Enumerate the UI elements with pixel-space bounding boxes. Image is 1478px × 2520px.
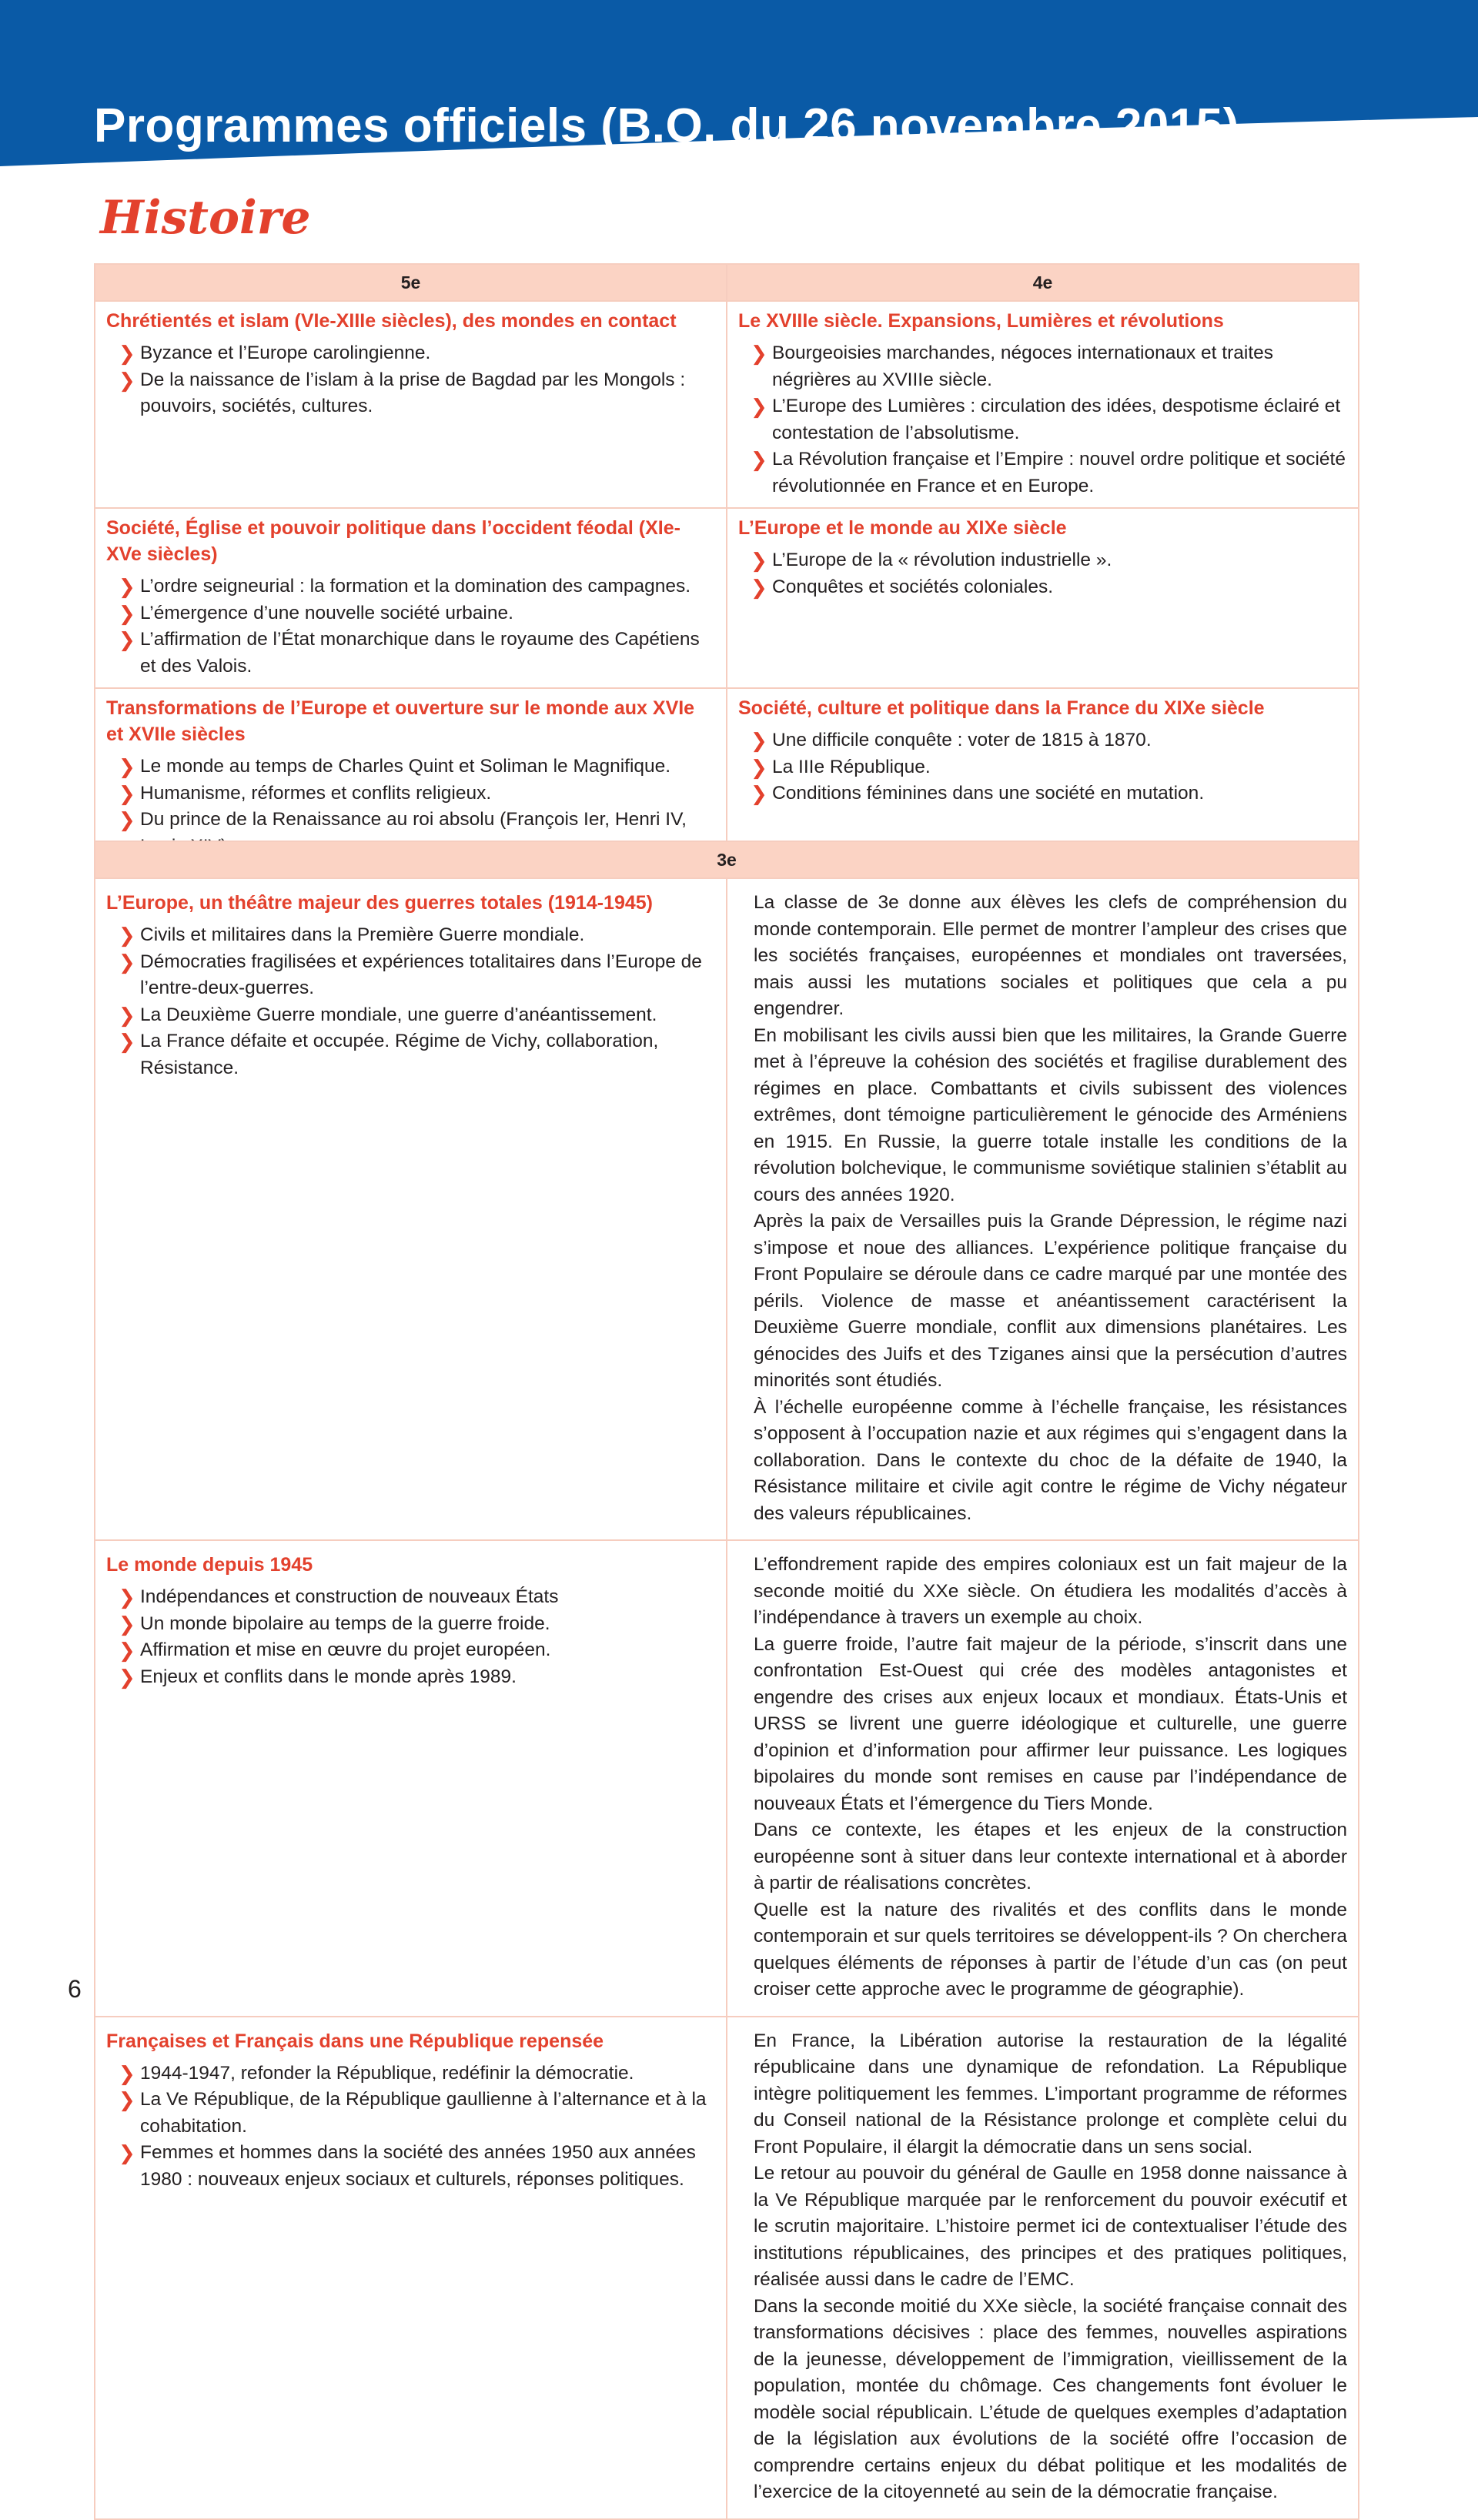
chevron-right-icon: ❯ [119, 1639, 135, 1662]
table-row [95, 1540, 1359, 2017]
list-item [738, 754, 1347, 781]
list-item-text: L’affirmation de l’État monarchique dans le royaume des Capétiens et des Valois. [140, 629, 700, 677]
chevron-right-icon: ❯ [119, 924, 135, 947]
item-list [106, 573, 715, 680]
table-row [95, 878, 1359, 1540]
list-item-text: La Révolution française et l’Empire : nouvel ordre politique et société révolutionnée en France et en Europe. [772, 449, 1346, 496]
column-header-5e-label: 5e [400, 272, 421, 292]
list-item [106, 627, 715, 680]
list-item-text: L’Europe des Lumières : circulation des idées, despotisme éclairé et contestation de l’absolutisme. [772, 396, 1341, 443]
list-item [106, 780, 715, 807]
paragraph: L’effondrement rapide des empires coloniaux est un fait majeur de la seconde moitié du XXe siècle. On étudiera les modalités d’accès à l’indépendance à travers un exemple au choix. [754, 1554, 1347, 1628]
theme-title: Le monde depuis 1945 [106, 1554, 313, 1576]
item-list [106, 340, 715, 420]
description-cell [727, 1540, 1359, 2017]
theme-cell [95, 508, 727, 688]
item-list [738, 340, 1347, 500]
list-item [106, 1637, 717, 1664]
list-item [106, 2060, 717, 2087]
paragraph: La classe de 3e donne aux élèves les clefs de compréhension du monde contemporain. Elle permet de montrer l’ampleur des crises que les sociétés françaises, européennes et mondiales ont traversées, mais aussi les mutations sociales et politiques que cela a pu engendrer. [754, 892, 1347, 1019]
paragraph: En France, la Libération autorise la restauration de la légalité républicaine dans une dynamique de refondation. La République intègre politiquement les femmes. L’important programme de réformes du Conseil national de la Résistance prolonge et complète celui du Front Populaire, il élargit la démocratie dans un sens social. [754, 2030, 1347, 2157]
paragraph: La guerre froide, l’autre fait majeur de la période, s’inscrit dans une confrontation Est-Ouest qui crée des modèles antagonistes et engendre des crises aux enjeux locaux et mondiaux. États-Unis et URSS se livrent une guerre idéologique et culturelle, une guerre d’opinion et d’information pour affirmer leur puissance. Les logiques bipolaires du monde sont remises en cause par l’indépendance de nouveaux États et l’émergence du Tiers Monde. [754, 1633, 1347, 1814]
chevron-right-icon: ❯ [751, 549, 767, 572]
chevron-right-icon: ❯ [119, 755, 135, 778]
list-item-text: Le monde au temps de Charles Quint et Soliman le Magnifique. [140, 756, 671, 777]
chevron-right-icon: ❯ [119, 950, 135, 974]
list-item [738, 574, 1347, 601]
chevron-right-icon: ❯ [119, 808, 135, 831]
chevron-right-icon: ❯ [119, 368, 135, 392]
list-item-text: De la naissance de l’islam à la prise de Bagdad par les Mongols : pouvoirs, sociétés, cultures. [140, 369, 686, 416]
item-list [738, 547, 1347, 600]
theme-cell [95, 1540, 727, 2017]
column-header-4e-label: 4e [1032, 272, 1053, 292]
list-item-text: L’ordre seigneurial : la formation et la domination des campagnes. [140, 576, 691, 597]
chevron-right-icon: ❯ [751, 729, 767, 752]
item-list [106, 1584, 717, 1690]
list-item [106, 949, 717, 1002]
list-item-text: L’émergence d’une nouvelle société urbaine. [140, 602, 513, 623]
theme-cell [727, 301, 1359, 508]
item-list [106, 2060, 717, 2194]
list-item [106, 922, 717, 949]
chevron-right-icon: ❯ [119, 342, 135, 365]
theme-title: Françaises et Français dans une République repensée [106, 2030, 604, 2052]
table-row [95, 508, 1359, 688]
column-header-3e-label: 3e [717, 849, 737, 870]
column-header-4e [727, 264, 1359, 301]
programme-table-5e-4e [94, 263, 1359, 869]
list-item-text: Affirmation et mise en œuvre du projet européen. [140, 1639, 551, 1660]
theme-cell [95, 301, 727, 508]
paragraph: Dans la seconde moitié du XXe siècle, la société française connait des transformations décisives : place des femmes, nouvelles aspirations de la jeunesse, développement de l’immigration, vieillissement de la population, montée du chômage. Ces changements font évoluer le modèle social républicain. L’étude de quelques exemples d’adaptation de la législation aux évolutions de la société offre l’occasion de comprendre certains enjeux du débat politique et les modalités de l’exercice de la citoyenneté au sein de la démocratie française. [754, 2295, 1347, 2502]
list-item [106, 2087, 717, 2140]
description-text [754, 1552, 1347, 2004]
chevron-right-icon: ❯ [751, 342, 767, 365]
chevron-right-icon: ❯ [119, 1003, 135, 1027]
list-item [106, 600, 715, 627]
list-item [106, 1664, 717, 1691]
list-item [738, 780, 1347, 807]
list-item [106, 754, 715, 780]
list-item [738, 547, 1347, 574]
chevron-right-icon: ❯ [751, 575, 767, 599]
paragraph: En mobilisant les civils aussi bien que les militaires, la Grande Guerre met à l’épreuve la cohésion des sociétés et fragilise durablement des régimes en place. Combattants et civils subissent des violences extrêmes, dont témoigne particulièrement le génocide des Arméniens en 1915. En Russie, la guerre totale installe les conditions de la révolution bolchevique, le communisme soviétique stalinien s’établit au cours des années 1920. [754, 1024, 1347, 1205]
list-item-text: Indépendances et construction de nouveaux États [140, 1586, 559, 1607]
list-item-text: Un monde bipolaire au temps de la guerre froide. [140, 1613, 550, 1634]
chevron-right-icon: ❯ [751, 395, 767, 418]
list-item [738, 446, 1347, 500]
theme-title: Chrétientés et islam (VIe-XIIIe siècles), des mondes en contact [106, 310, 677, 332]
chevron-right-icon: ❯ [119, 1586, 135, 1609]
list-item-text: Du prince de la Renaissance au roi absolu (François Ier, Henri IV, [140, 809, 687, 830]
theme-title: Transformations de l’Europe et ouverture sur le monde aux XVIe et XVIIe siècles [106, 697, 695, 745]
list-item-text: Femmes et hommes dans la société des années 1950 aux années 1980 : nouveaux enjeux sociaux et culturels, réponses politiques. [140, 2142, 696, 2190]
theme-cell [95, 878, 727, 1540]
list-item-text: La France défaite et occupée. Régime de Vichy, collaboration, Résistance. [140, 1031, 659, 1078]
table-row [95, 301, 1359, 508]
list-item [738, 340, 1347, 393]
list-item-text: Conditions féminines dans une société en mutation. [772, 783, 1205, 804]
theme-title: L’Europe et le monde au XIXe siècle [738, 517, 1067, 539]
section-title: Histoire [100, 191, 311, 245]
chevron-right-icon: ❯ [751, 782, 767, 805]
theme-title: L’Europe, un théâtre majeur des guerres totales (1914-1945) [106, 892, 653, 914]
item-list [738, 727, 1347, 807]
list-item [106, 2140, 717, 2193]
chevron-right-icon: ❯ [119, 1612, 135, 1636]
theme-cell [95, 2017, 727, 2519]
list-item [738, 727, 1347, 754]
chevron-right-icon: ❯ [119, 2061, 135, 2085]
column-header-5e [95, 264, 727, 301]
chevron-right-icon: ❯ [119, 1665, 135, 1689]
theme-title: Le XVIIIe siècle. Expansions, Lumières et révolutions [738, 310, 1224, 332]
description-cell [727, 878, 1359, 1540]
chevron-right-icon: ❯ [119, 781, 135, 805]
chevron-right-icon: ❯ [119, 2141, 135, 2164]
list-item-text: La Ve République, de la République gaullienne à l’alternance et à la cohabitation. [140, 2089, 707, 2137]
theme-cell [727, 508, 1359, 688]
description-cell [727, 2017, 1359, 2519]
paragraph: Quelle est la nature des rivalités et des conflits dans le monde contemporain et sur quels territoires se développent-ils ? On cherchera quelques éléments de réponses à partir de l’étude d’un cas (on peut croiser cette approche avec le programme de géographie). [754, 1899, 1347, 2000]
list-item-text: La IIIe République. [772, 756, 931, 777]
paragraph: À l’échelle européenne comme à l’échelle française, les résistances s’opposent à l’occupation nazie et aux régimes qui s’engagent dans la collaboration. Dans le contexte du choc de la défaite de 1940, la Résistance militaire et civile agit contre le régime de Vichy négateur des valeurs républicaines. [754, 1396, 1347, 1524]
chevron-right-icon: ❯ [119, 575, 135, 598]
list-item [738, 393, 1347, 446]
paragraph: Le retour au pouvoir du général de Gaulle en 1958 donne naissance à la Ve République marquée par le renforcement du pouvoir exécutif et le scrutin majoritaire. L’histoire permet ici de contextualiser l’étude des institutions républicaines, des principes et des pratiques politiques, réalisée aussi dans le cadre de l’EMC. [754, 2163, 1347, 2290]
list-item-text: Humanisme, réformes et conflits religieux. [140, 782, 492, 804]
list-item [106, 1002, 717, 1029]
list-item [106, 1584, 717, 1611]
list-item [106, 340, 715, 367]
list-item-text: Civils et militaires dans la Première Guerre mondiale. [140, 924, 585, 945]
theme-title: Société, culture et politique dans la France du XIXe siècle [738, 697, 1265, 719]
list-item [106, 573, 715, 600]
list-item-text: L’Europe de la « révolution industrielle ». [772, 550, 1112, 570]
table-row [95, 2017, 1359, 2519]
paragraph: Après la paix de Versailles puis la Grande Dépression, le régime nazi s’impose et noue des alliances. L’expérience politique française du Front Populaire se déroule dans ce cadre marqué par une montée des périls. Violence de masse et anéantissement caractérisent la Deuxième Guerre mondiale, conflit aux dimensions planétaires. Les génocides des Juifs et des Tziganes ainsi que la persécution d’autres minorités sont étudiés. [754, 1211, 1347, 1391]
description-text [754, 2028, 1347, 2506]
chevron-right-icon: ❯ [119, 2088, 135, 2111]
chevron-right-icon: ❯ [751, 448, 767, 471]
programme-table-3e [94, 841, 1359, 2520]
theme-title: Société, Église et pouvoir politique dans l’occident féodal (XIe-XVe siècles) [106, 517, 680, 565]
item-list [106, 922, 717, 1081]
description-text [754, 890, 1347, 1527]
list-item-text: 1944-1947, refonder la République, redéfinir la démocratie. [140, 2062, 634, 2084]
list-item-text: Démocraties fragilisées et expériences totalitaires dans l’Europe de l’entre-deux-guerres. [140, 951, 702, 998]
list-item-text: Enjeux et conflits dans le monde après 1989. [140, 1666, 517, 1687]
paragraph: Dans ce contexte, les étapes et les enjeux de la construction européenne sont à situer dans leur contexte international et à aborder à partir de réalisations concrètes. [754, 1820, 1347, 1893]
chevron-right-icon: ❯ [751, 755, 767, 779]
list-item-text: Une difficile conquête : voter de 1815 à 1870. [772, 730, 1152, 750]
chevron-right-icon: ❯ [119, 628, 135, 651]
column-header-3e [95, 841, 1359, 878]
list-item-text: La Deuxième Guerre mondiale, une guerre d’anéantissement. [140, 1004, 657, 1025]
list-item-text: Bourgeoisies marchandes, négoces internationaux et traites négrières au XVIIIe siècle. [772, 343, 1273, 390]
page-number: 6 [68, 1975, 82, 2003]
chevron-right-icon: ❯ [119, 1030, 135, 1053]
list-item [106, 367, 715, 420]
list-item [106, 1611, 717, 1638]
list-item [106, 1028, 717, 1081]
list-item-text: Byzance et l’Europe carolingienne. [140, 343, 431, 363]
list-item-text: Conquêtes et sociétés coloniales. [772, 576, 1053, 597]
chevron-right-icon: ❯ [119, 601, 135, 625]
page-title: Programmes officiels (B.O. du 26 novembre 2015) [94, 99, 1239, 152]
